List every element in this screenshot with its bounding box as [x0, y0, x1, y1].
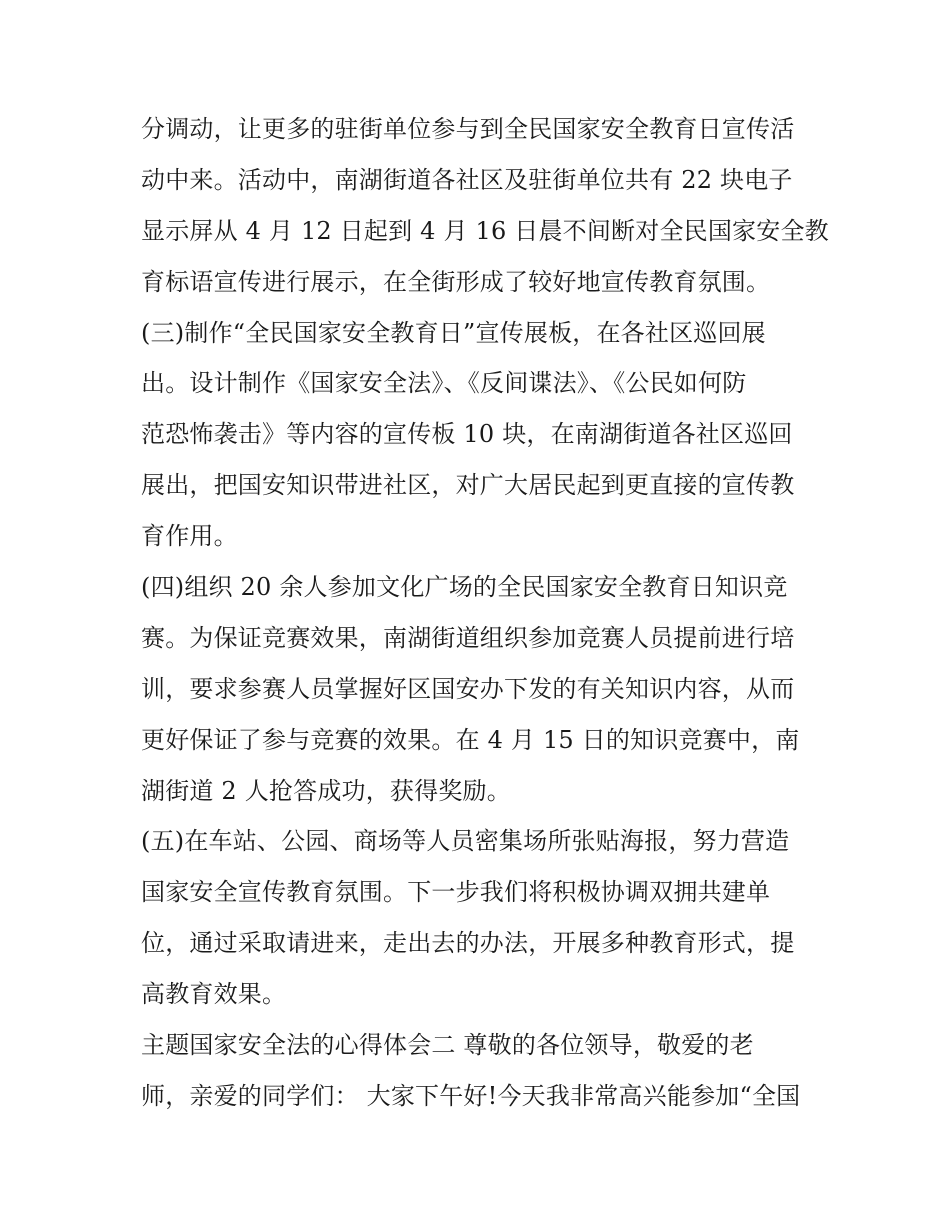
text-line: 育标语宣传进行展示，在全街形成了较好地宣传教育氛围。: [141, 267, 771, 296]
text-line: 师，亲爱的同学们： 大家下午好!今天我非常高兴能参加“全国: [141, 1081, 801, 1110]
text-line: 更好保证了参与竞赛的效果。在 4 月 15 日的知识竞赛中，南: [141, 725, 800, 754]
text-line: 显示屏从 4 月 12 日起到 4 月 16 日晨不间断对全民国家安全教: [141, 216, 829, 245]
text-line: 主题国家安全法的心得体会二 尊敬的各位领导，敬爱的老: [141, 1031, 754, 1060]
text-line: (四)组织 20 余人参加文化广场的全民国家安全教育日知识竞: [141, 573, 788, 602]
text-line: 位，通过采取请进来，走出去的办法，开展多种教育形式，提: [141, 929, 795, 958]
text-line: 赛。为保证竞赛效果，南湖街道组织参加竞赛人员提前进行培: [141, 623, 795, 652]
text-line: 高教育效果。: [141, 980, 287, 1009]
text-line: 国家安全宣传教育氛围。下一步我们将积极协调双拥共建单: [141, 878, 771, 907]
text-line: 展出，把国安知识带进社区，对广大居民起到更直接的宣传教: [141, 471, 795, 500]
text-line: 训，要求参赛人员掌握好区国安办下发的有关知识内容，从而: [141, 674, 795, 703]
text-line: 范恐怖袭击》等内容的宣传板 10 块，在南湖街道各社区巡回: [141, 420, 793, 449]
text-line: 育作用。: [141, 522, 238, 551]
body-text: [141, 104, 829, 1122]
text-line: (三)制作“全民国家安全教育日”宣传展板，在各社区巡回展: [141, 318, 766, 347]
text-line: 动中来。活动中，南湖街道各社区及驻街单位共有 22 块电子: [141, 165, 793, 194]
text-line: 湖街道 2 人抢答成功，获得奖励。: [141, 776, 511, 805]
text-line: 分调动，让更多的驻街单位参与到全民国家安全教育日宣传活: [141, 115, 795, 143]
text-line: (五)在车站、公园、商场等人员密集场所张贴海报，努力营造: [141, 827, 790, 856]
text-line: 出。设计制作《国家安全法》、《反间谍法》、《公民如何防: [141, 369, 747, 398]
